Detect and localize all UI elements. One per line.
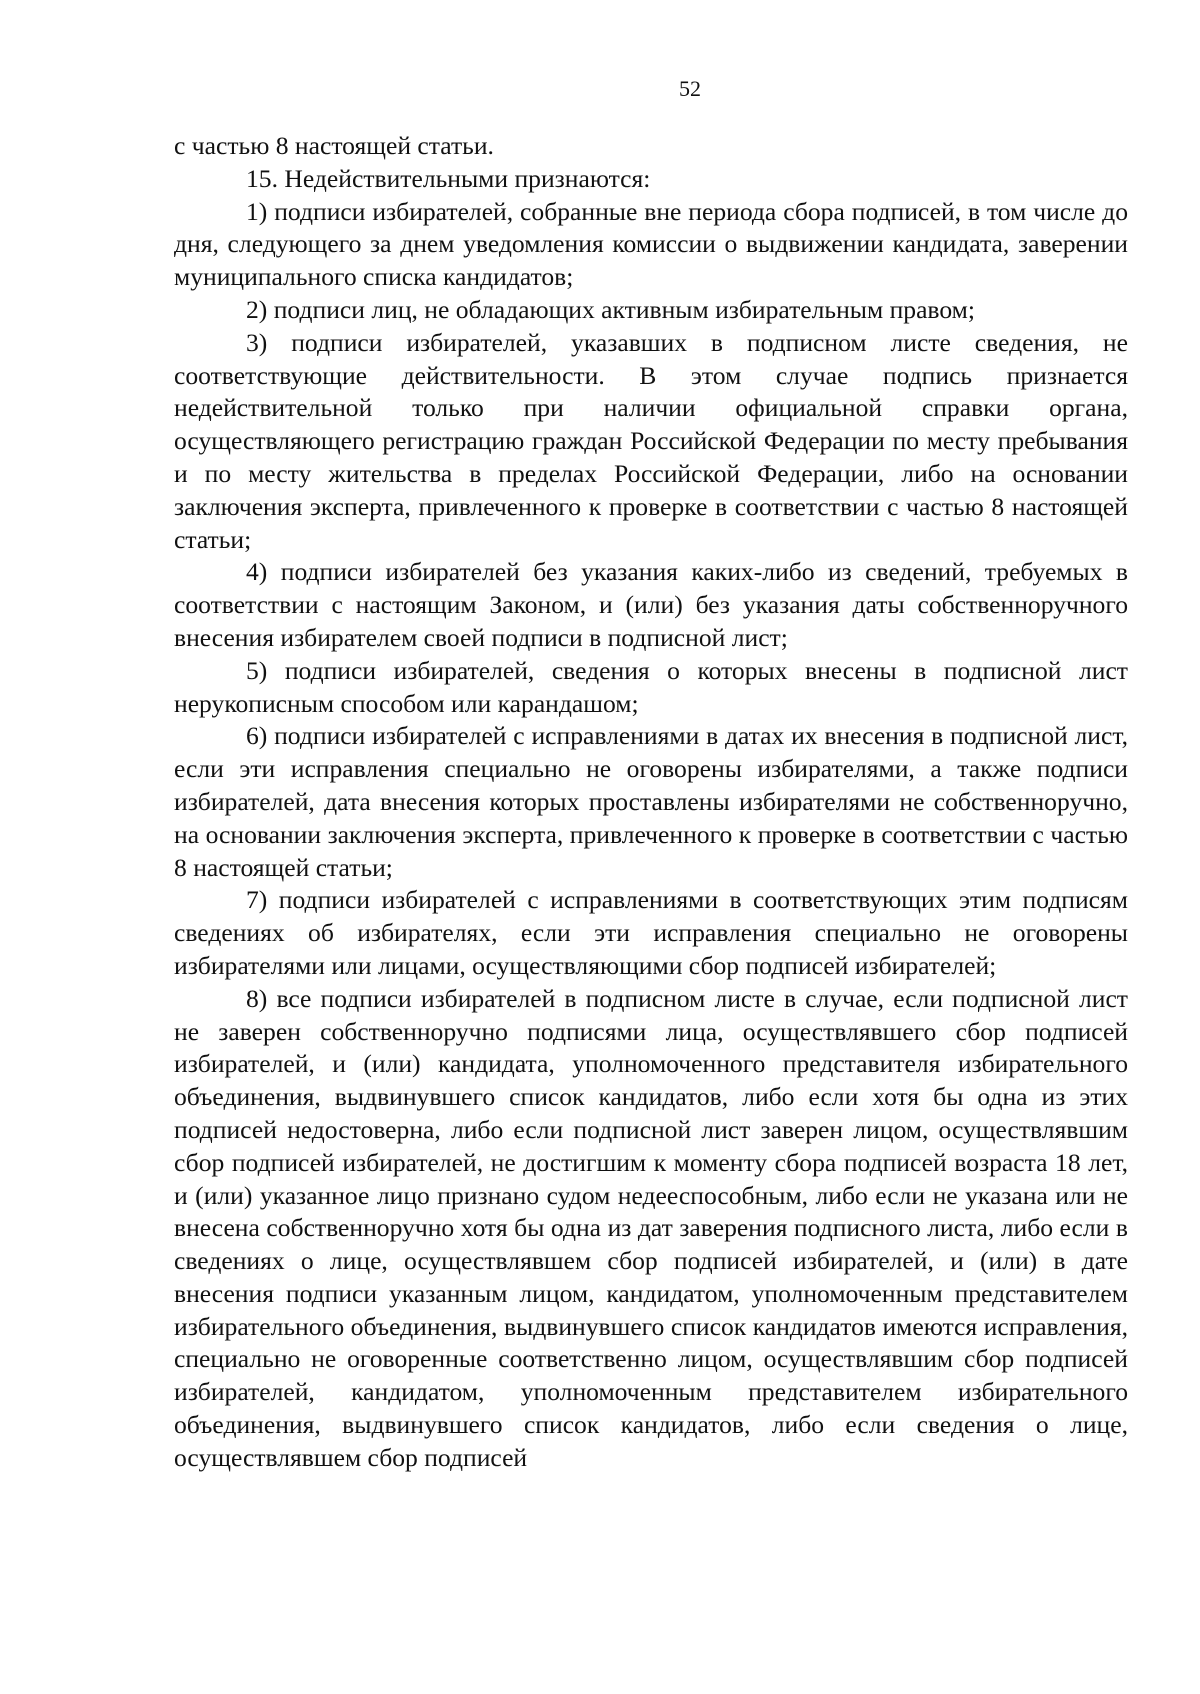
paragraph-item-1: 1) подписи избирателей, собранные вне периода сбора подписей, в том числе до дня, следующего за днем уведомления комиссии о выдвижении кандидата, заверении муниципального списка кандидатов; [174,196,1128,292]
paragraph-item-3: 3) подписи избирателей, указавших в подписном листе сведения, не соответствующие действительности. В этом случае подпись признается недействительной только при наличии официальной справки органа, осуществляющего регистрацию граждан Российской Федерации по месту пребывания и по месту жительства в пределах Российской Федерации, либо на основании заключения эксперта, привлеченного к проверке в соответствии с частью 8 настоящей статьи; [174,327,1128,554]
document-body [174,130,1128,1475]
paragraph-item-5: 5) подписи избирателей, сведения о которых внесены в подписной лист нерукописным способом или карандашом; [174,655,1128,718]
paragraph-item-6: 6) подписи избирателей с исправлениями в датах их внесения в подписной лист, если эти исправления специально не оговорены избирателями, а также подписи избирателей, дата внесения которых проставлены избирателями не собственноручно, на основании заключения эксперта, привлеченного к проверке в соответствии с частью 8 настоящей статьи; [174,721,1128,882]
paragraph-item-2: 2) подписи лиц, не обладающих активным избирательным правом; [246,294,975,324]
page-number: 52 [679,76,701,101]
paragraph-item-7: 7) подписи избирателей с исправлениями в соответствующих этим подписям сведениях об избирателях, если эти исправления специально не оговорены избирателями или лицами, осуществляющими сбор подписей избирателей; [174,885,1128,980]
paragraph-section-15-heading: 15. Недействительными признаются: [246,163,651,193]
paragraph-item-8: 8) все подписи избирателей в подписном листе в случае, если подписной лист не заверен собственноручно подписями лица, осуществлявшего сбор подписей избирателей, и (или) кандидата, уполномоченного представителя избирательного объединения, выдвинувшего список кандидатов, либо если хотя бы одна из этих подписей недостоверна, либо если подписной лист заверен лицом, осуществлявшим сбор подписей избирателей, не достигшим к моменту сбора подписей возраста 18 лет, и (или) указанное лицо признано судом недееспособным, либо если не указана или не внесена собственноручно хотя бы одна из дат заверения подписного листа, либо если в сведениях о лице, осуществлявшем сбор подписей избирателей, и (или) в дате внесения подписи указанным лицом, кандидатом, уполномоченным представителем избирательного объединения, выдвинувшего список кандидатов имеются исправления, специально не оговоренные соответственно лицом, осуществлявшим сбор подписей избирателей, кандидатом, уполномоченным представителем избирательного объединения, выдвинувшего список кандидатов, либо если сведения о лице, осуществлявшем сбор подписей [174,983,1128,1472]
paragraph-item-4: 4) подписи избирателей без указания каких-либо из сведений, требуемых в соответствии с настоящим Законом, и (или) без указания даты собственноручного внесения избирателем своей подписи в подписной лист; [174,557,1128,652]
paragraph-continuation: с частью 8 настоящей статьи. [174,131,494,160]
